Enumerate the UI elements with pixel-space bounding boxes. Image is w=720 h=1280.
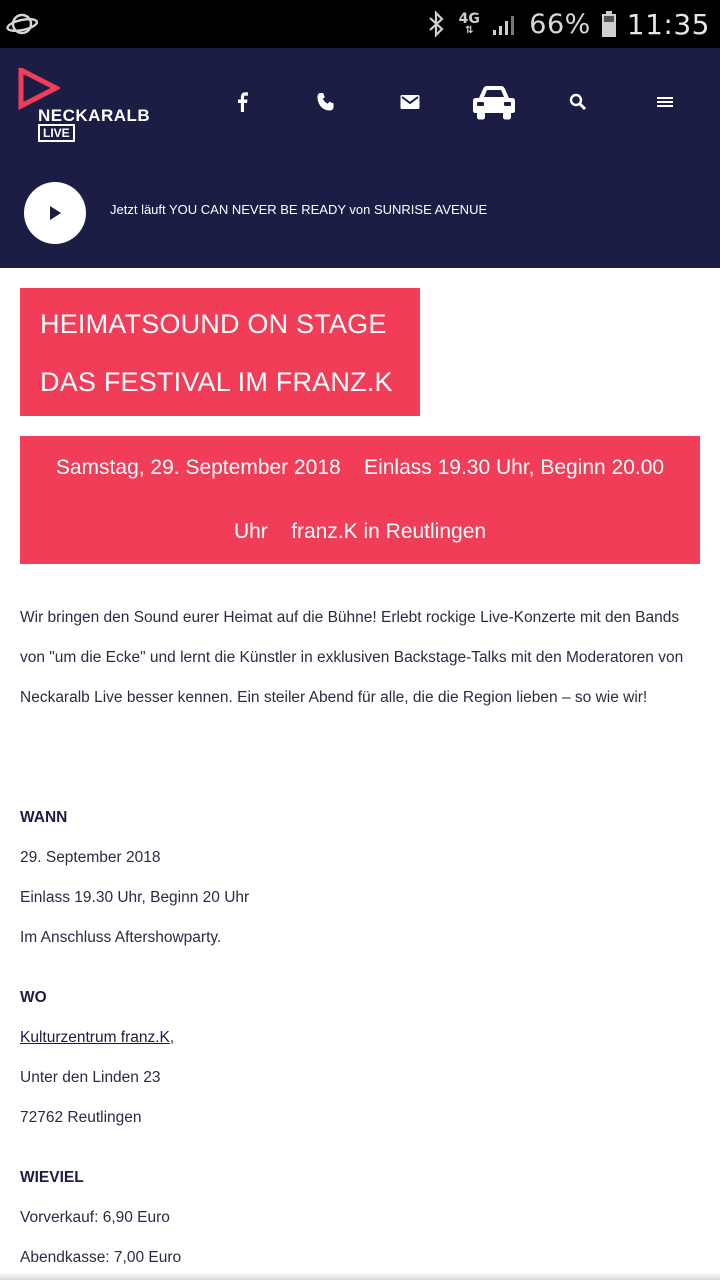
facebook-icon[interactable] bbox=[226, 80, 258, 124]
logo[interactable] bbox=[18, 68, 151, 140]
phone-icon[interactable] bbox=[310, 80, 342, 124]
play-icon bbox=[47, 205, 63, 221]
where-venue bbox=[20, 1029, 174, 1047]
price-door: Abendkasse: 7,00 Euro bbox=[20, 1249, 182, 1266]
venue-suffix: , bbox=[169, 1029, 175, 1046]
clock: 11:35 bbox=[626, 7, 710, 41]
venue-link[interactable]: Kulturzentrum franz.K bbox=[20, 1029, 170, 1046]
logo-live: LIVE bbox=[38, 124, 75, 142]
play-logo-icon bbox=[18, 68, 60, 110]
planet-icon bbox=[6, 8, 38, 40]
event-date-box bbox=[20, 436, 700, 564]
where-street: Unter den Linden 23 bbox=[20, 1069, 161, 1086]
event-date-line2: Uhr franz.K in Reutlingen bbox=[233, 520, 487, 543]
price-presale: Vorverkauf: 6,90 Euro bbox=[20, 1209, 170, 1226]
where-city: 72762 Reutlingen bbox=[20, 1109, 142, 1126]
mail-icon[interactable] bbox=[394, 80, 426, 124]
menu-icon[interactable] bbox=[650, 80, 680, 124]
event-title-line1: HEIMATSOUND ON STAGE bbox=[40, 309, 387, 339]
bottom-edge bbox=[0, 1272, 720, 1280]
battery-icon bbox=[601, 10, 617, 38]
event-intro: Wir bringen den Sound eurer Heimat auf die Bühne! Erlebt rockige Live-Konzerte mit den Bands von "um die Ecke" und lernt die Künstler in exklusiven Backstage-Talks mit den Moderatoren von Neckaralb Live besser kennen. Ein steiler Abend für alle, die die Region lieben – so wie wir! bbox=[20, 609, 684, 706]
when-label: WANN bbox=[20, 809, 68, 826]
where-label: WO bbox=[20, 989, 47, 1006]
when-times: Einlass 19.30 Uhr, Beginn 20 Uhr bbox=[20, 889, 250, 906]
bluetooth-icon bbox=[425, 10, 447, 38]
event-title-line2: DAS FESTIVAL IM FRANZ.K bbox=[40, 367, 393, 397]
when-date: 29. September 2018 bbox=[20, 849, 161, 866]
signal-icon bbox=[491, 12, 519, 36]
battery-percent: 66% bbox=[529, 8, 591, 40]
4g-icon: 4G ⇅ bbox=[458, 11, 480, 36]
logo-brand: NECKARALB bbox=[38, 106, 151, 125]
event-date-line1: Samstag, 29. September 2018 Einlass 19.30 Uhr, Beginn 20.00 bbox=[55, 456, 665, 479]
car-icon[interactable] bbox=[470, 80, 518, 124]
play-button[interactable] bbox=[24, 182, 86, 244]
when-after: Im Anschluss Aftershowparty. bbox=[20, 929, 222, 946]
event-title-box bbox=[20, 288, 420, 416]
now-playing-text: Jetzt läuft YOU CAN NEVER BE READY von SUNRISE AVENUE bbox=[110, 202, 488, 217]
price-label: WIEVIEL bbox=[20, 1169, 84, 1186]
search-icon[interactable] bbox=[562, 80, 594, 124]
status-bar bbox=[0, 0, 720, 48]
site-header bbox=[0, 48, 720, 268]
